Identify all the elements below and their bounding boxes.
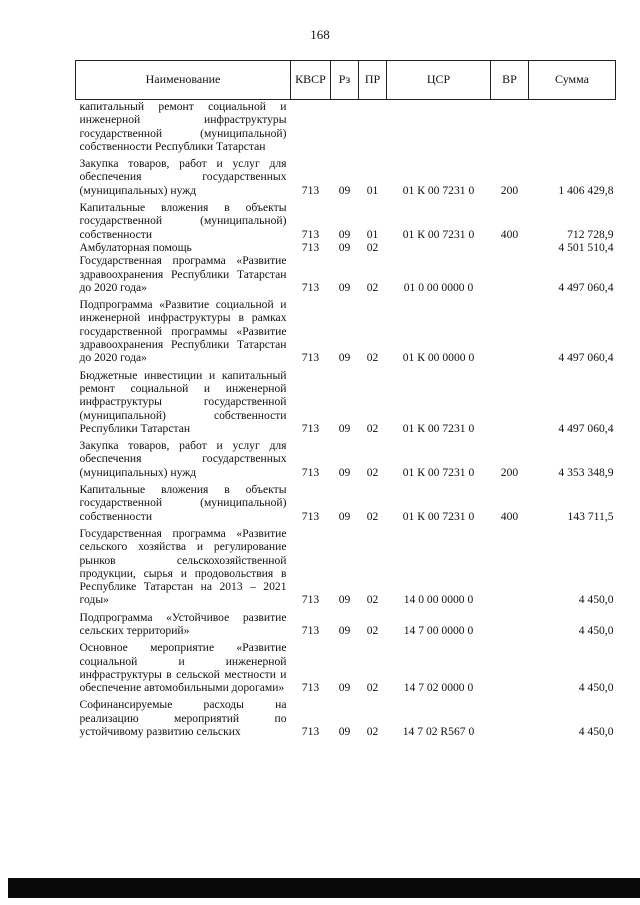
row-rz: 09 (338, 351, 351, 365)
row-pr: 02 (366, 465, 379, 479)
row-vr: 400 (500, 509, 519, 523)
table-header-row (76, 61, 616, 100)
row-kvsr: 713 (301, 509, 320, 523)
row-kvsr: 713 (301, 725, 320, 739)
row-csr: 01 К 00 7231 0 (402, 421, 475, 435)
row-kvsr: 713 (301, 465, 320, 479)
row-kvsr: 713 (301, 240, 320, 254)
row-pr: 02 (366, 681, 379, 695)
row-vr (491, 641, 529, 698)
row-kvsr: 713 (301, 351, 320, 365)
page-number: 168 (310, 27, 330, 42)
row-vr (491, 100, 529, 158)
row-sum: 143 711,5 (567, 509, 614, 523)
row-csr: 01 К 00 7231 0 (402, 227, 475, 241)
table-row (76, 698, 616, 738)
budget-table (75, 60, 616, 738)
table-row (76, 527, 616, 611)
row-vr (491, 298, 529, 368)
row-sum: 4 353 348,9 (558, 465, 614, 479)
table-row (76, 439, 616, 483)
header-rz: Рз (331, 61, 359, 100)
row-name: Закупка товаров, работ и услуг для обеспечения государственных (муниципальных) нужд (79, 157, 287, 197)
row-rz: 09 (338, 681, 351, 695)
row-name: Капитальные вложения в объекты государственной (муниципальной) собственности (79, 483, 287, 523)
row-csr: 14 0 00 0000 0 (403, 593, 474, 607)
row-sum: 4 497 060,4 (558, 421, 614, 435)
table-row (76, 483, 616, 527)
row-pr: 02 (366, 240, 379, 254)
table-row (76, 254, 616, 298)
row-csr: 14 7 02 R567 0 (402, 725, 475, 739)
table-row (76, 100, 616, 158)
row-kvsr: 713 (301, 183, 320, 197)
row-vr: 200 (500, 183, 519, 197)
row-pr: 02 (366, 280, 379, 294)
row-name: Капитальные вложения в объекты государственной (муниципальной) собственности (79, 201, 287, 241)
row-kvsr: 713 (301, 227, 320, 241)
table-row (76, 611, 616, 642)
row-vr (491, 698, 529, 738)
row-csr: 01 К 00 7231 0 (402, 465, 475, 479)
row-kvsr: 713 (301, 681, 320, 695)
row-sum: 4 450,0 (578, 593, 614, 607)
row-pr: 02 (366, 623, 379, 637)
row-pr: 02 (366, 351, 379, 365)
row-rz: 09 (338, 421, 351, 435)
row-kvsr: 713 (301, 421, 320, 435)
header-csr: ЦСР (387, 61, 491, 100)
row-pr: 02 (366, 509, 379, 523)
row-kvsr: 713 (301, 593, 320, 607)
row-name: Бюджетные инвестиции и капитальный ремонт социальной и инженерной инфраструктуры государственной (муниципальной) собственности Республики Татарстан (79, 368, 287, 435)
table-row (76, 641, 616, 698)
row-sum: 4 450,0 (578, 725, 614, 739)
row-rz (331, 100, 359, 158)
row-vr: 400 (500, 227, 519, 241)
row-csr: 01 К 00 7231 0 (402, 183, 475, 197)
row-pr: 01 (366, 227, 379, 241)
row-pr: 01 (366, 183, 379, 197)
row-rz: 09 (338, 623, 351, 637)
row-sum: 4 450,0 (578, 623, 614, 637)
table-row (76, 241, 616, 254)
row-rz: 09 (338, 725, 351, 739)
header-name: Наименование (76, 61, 291, 100)
row-name: Государственная программа «Развитие сельского хозяйства и регулирование рынков сельскохозяйственной продукции, сырья и продовольствия в Республике Татарстан на 2013 – 2021 годы» (79, 526, 287, 607)
row-csr (387, 100, 491, 158)
header-pr: ПР (359, 61, 387, 100)
row-name: Софинансируемые расходы на реализацию мероприятий по устойчивому развитию сельских (79, 698, 287, 739)
row-vr (491, 254, 529, 298)
row-rz: 09 (338, 465, 351, 479)
row-name: Основное мероприятие «Развитие социальной и инженерной инфраструктуры в сельской местности и обеспечение автомобильными дорогами» (79, 641, 287, 695)
row-sum: 4 497 060,4 (558, 280, 614, 294)
row-csr: 01 К 00 7231 0 (402, 509, 475, 523)
row-csr: 01 К 00 0000 0 (402, 351, 475, 365)
row-name: Закупка товаров, работ и услуг для обеспечения государственных (муниципальных) нужд (79, 439, 287, 479)
row-sum: 4 450,0 (578, 681, 614, 695)
row-sum (529, 100, 616, 158)
row-sum: 4 501 510,4 (558, 240, 614, 254)
row-vr (491, 527, 529, 611)
header-vr: ВР (491, 61, 529, 100)
row-name: Подпрограмма «Развитие социальной и инженерной инфраструктуры в рамках государственной программы «Развитие здравоохранения Республики Татарстан до 2020 года» (79, 298, 287, 365)
row-csr (387, 241, 491, 254)
table-row (76, 201, 616, 241)
row-pr: 02 (366, 593, 379, 607)
row-rz: 09 (338, 240, 351, 254)
header-sum: Сумма (529, 61, 616, 100)
row-sum: 1 406 429,8 (558, 183, 614, 197)
row-kvsr: 713 (301, 280, 320, 294)
header-kvsr: КВСР (291, 61, 331, 100)
row-rz: 09 (338, 509, 351, 523)
row-rz: 09 (338, 593, 351, 607)
row-rz: 09 (338, 280, 351, 294)
table-row (76, 369, 616, 439)
scan-edge-bar (8, 878, 640, 898)
table-row (76, 157, 616, 201)
row-name: капитальный ремонт социальной и инженерной инфраструктуры государственной (муниципальной) собственности Республики Татарстан (79, 100, 287, 153)
row-pr: 02 (366, 421, 379, 435)
row-rz: 09 (338, 183, 351, 197)
row-csr: 14 7 02 0000 0 (403, 681, 474, 695)
row-vr (491, 369, 529, 439)
row-kvsr (291, 100, 331, 158)
row-csr: 14 7 00 0000 0 (403, 623, 474, 637)
row-rz: 09 (338, 227, 351, 241)
row-vr: 200 (500, 465, 519, 479)
row-sum: 4 497 060,4 (558, 351, 614, 365)
row-name: Амбулаторная помощь (79, 240, 192, 254)
row-kvsr: 713 (301, 623, 320, 637)
row-name: Подпрограмма «Устойчивое развитие сельских территорий» (79, 610, 287, 637)
row-vr (491, 241, 529, 254)
row-pr: 02 (366, 725, 379, 739)
row-pr (359, 100, 387, 158)
row-vr (491, 611, 529, 642)
row-csr: 01 0 00 0000 0 (403, 280, 474, 294)
row-name: Государственная программа «Развитие здравоохранения Республики Татарстан до 2020 года» (79, 254, 287, 294)
row-sum: 712 728,9 (567, 227, 614, 241)
table-row (76, 298, 616, 368)
